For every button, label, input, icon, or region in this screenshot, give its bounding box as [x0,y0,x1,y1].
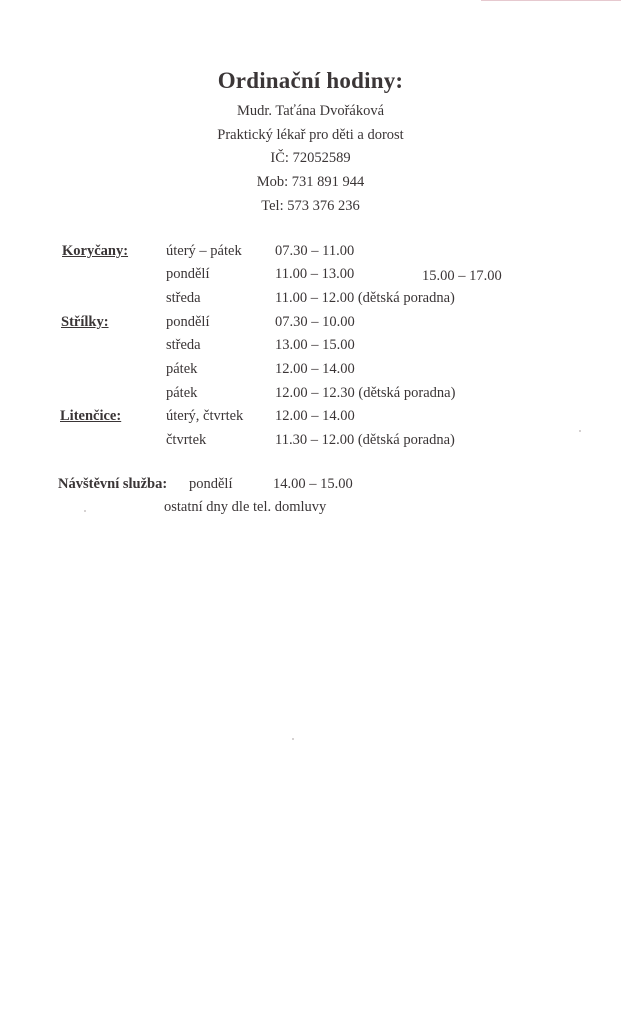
schedule-day: pondělí [166,314,210,330]
doctor-name: Mudr. Taťána Dvořáková [236,103,385,119]
scan-speck [579,430,581,432]
schedule-time: 12.00 – 14.00 [275,408,355,424]
place-litencice: Litenčice: [60,408,122,424]
schedule-time: 11.00 – 13.00 [275,266,355,282]
place-korycany: Koryčany: [62,243,129,259]
schedule-day: pátek [166,385,198,401]
schedule-time: 11.00 – 12.00 (dětská poradna) [275,290,455,306]
ic-number: IČ: 72052589 [270,150,351,166]
visit-service-time: 14.00 – 15.00 [273,476,353,492]
visit-service-note: ostatní dny dle tel. domluvy [164,499,327,515]
doctor-specialty: Praktický lékař pro děti a dorost [217,127,404,143]
schedule-time-extra: 15.00 – 17.00 [422,268,502,284]
schedule-day: středa [166,290,201,306]
visit-service-label: Návštěvní služba: [58,476,168,492]
schedule-time: 07.30 – 10.00 [275,314,355,330]
schedule-day: úterý, čtvrtek [166,408,244,424]
schedule-time: 13.00 – 15.00 [275,337,355,353]
telephone-number: Tel: 573 376 236 [261,198,360,214]
schedule-time: 11.30 – 12.00 (dětská poradna) [275,432,455,448]
schedule-day: pátek [166,361,198,377]
schedule-day: čtvrtek [166,432,207,448]
schedule-time: 07.30 – 11.00 [275,243,355,259]
schedule-day: úterý – pátek [166,243,242,259]
scan-speck [292,738,294,740]
scan-speck [84,510,86,512]
mobile-number: Mob: 731 891 944 [256,174,365,190]
schedule-day: středa [166,337,201,353]
schedule-time: 12.00 – 14.00 [275,361,355,377]
schedule-time: 12.00 – 12.30 (dětská poradna) [275,385,456,401]
scan-edge-line [481,0,621,1]
page-title: Ordinační hodiny: [217,68,404,93]
visit-service-day: pondělí [189,476,233,492]
place-strilky: Střílky: [61,314,109,330]
schedule-day: pondělí [166,266,210,282]
